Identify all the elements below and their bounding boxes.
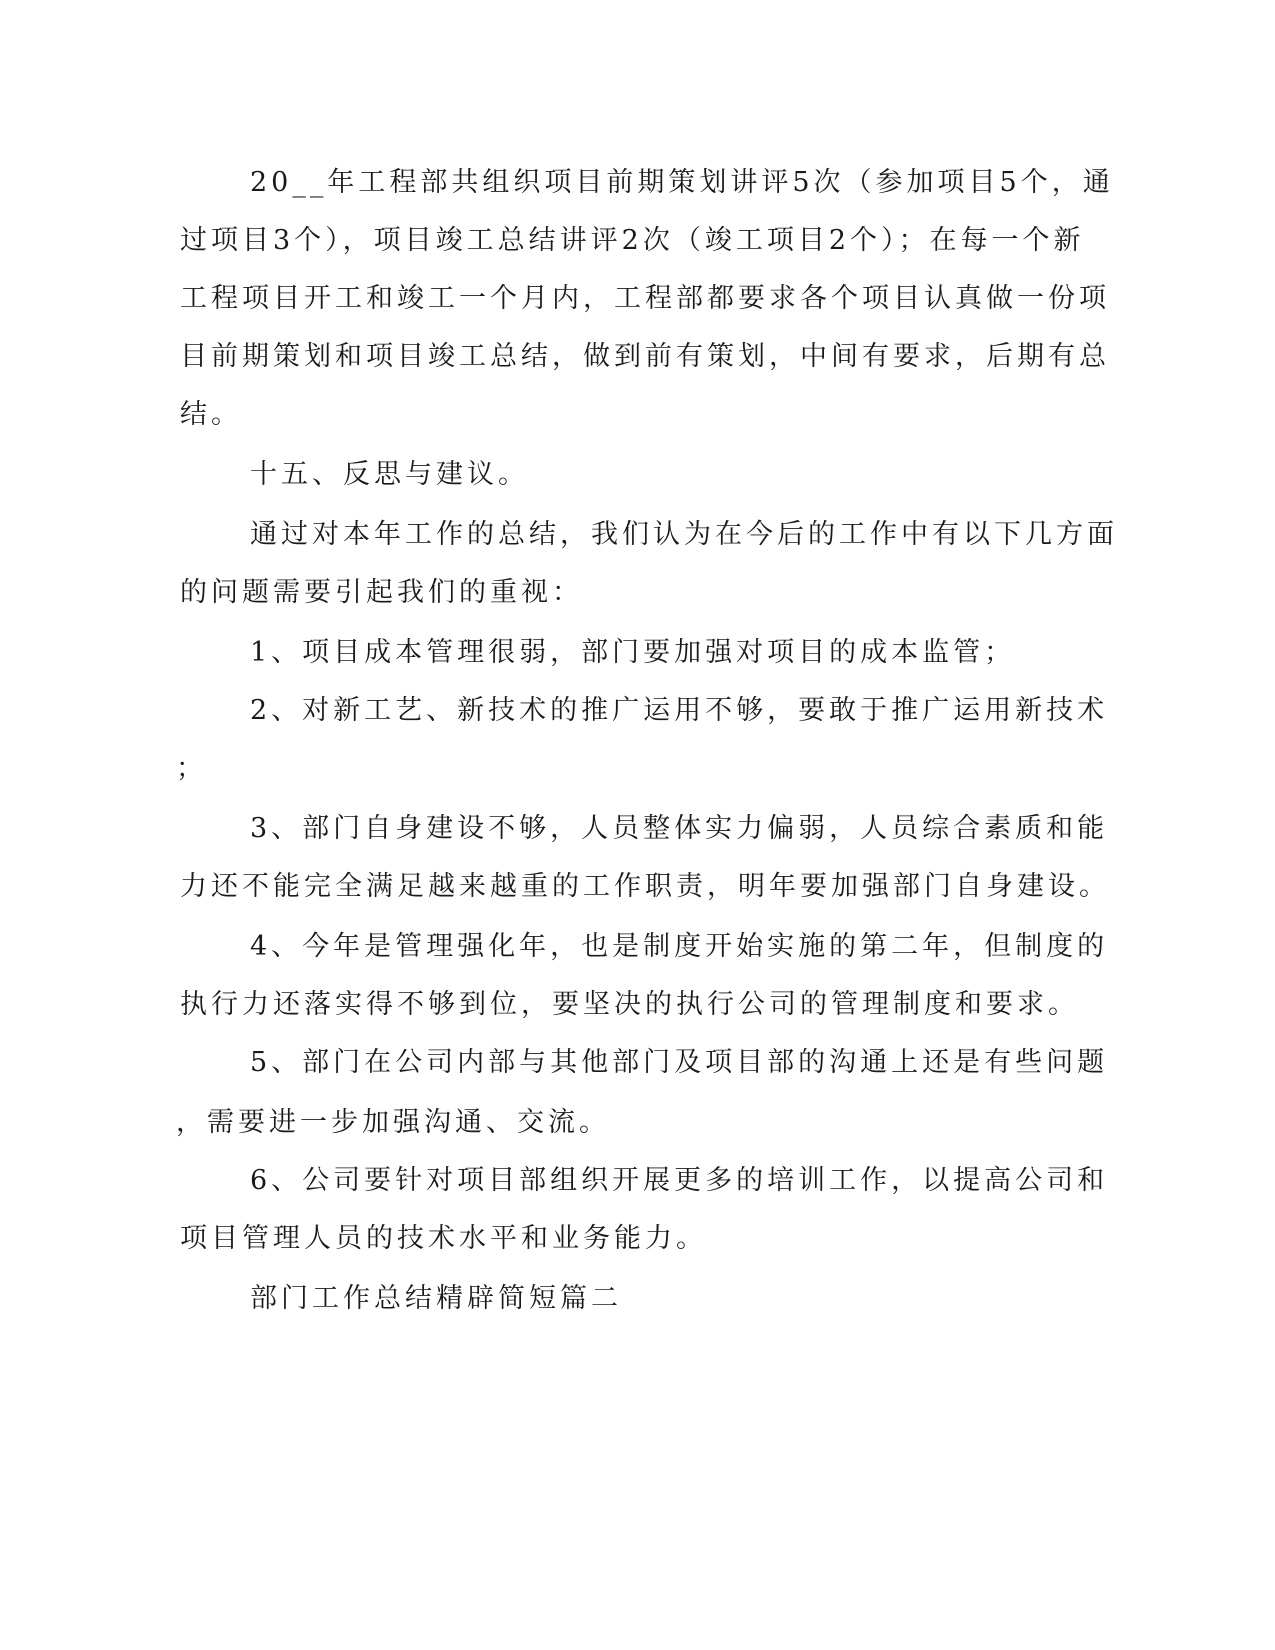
text-line: ； xyxy=(176,753,207,784)
text-line: 结。 xyxy=(180,399,242,430)
list-item: 6、公司要针对项目部组织开展更多的培训工作，以提高公司和 xyxy=(250,1165,1109,1196)
list-item: 5、部门在公司内部与其他部门及项目部的沟通上还是有些问题 xyxy=(250,1047,1109,1078)
text-line: 工程项目开工和竣工一个月内，工程部都要求各个项目认真做一份项 xyxy=(180,283,1110,314)
text-line: 过项目3个），项目竣工总结讲评2次（竣工项目2个）；在每一个新 xyxy=(180,225,1085,256)
section-heading: 十五、反思与建议。 xyxy=(250,459,529,490)
section-heading: 部门工作总结精辟简短篇二 xyxy=(250,1283,622,1314)
text-line: 力还不能完全满足越来越重的工作职责，明年要加强部门自身建设。 xyxy=(180,871,1110,902)
text-line: 20__年工程部共组织项目前期策划讲评5次（参加项目5个，通 xyxy=(250,167,1114,198)
text-line: 执行力还落实得不够到位，要坚决的执行公司的管理制度和要求。 xyxy=(180,989,1079,1020)
list-item: 3、部门自身建设不够，人员整体实力偏弱，人员综合素质和能 xyxy=(250,813,1109,844)
text-line: 目前期策划和项目竣工总结，做到前有策划，中间有要求，后期有总 xyxy=(180,341,1110,372)
text-line: ，需要进一步加强沟通、交流。 xyxy=(176,1107,610,1138)
list-item: 1、项目成本管理很弱，部门要加强对项目的成本监管； xyxy=(250,637,1016,668)
text-line: 项目管理人员的技术水平和业务能力。 xyxy=(180,1223,707,1254)
list-item: 4、今年是管理强化年，也是制度开始实施的第二年，但制度的 xyxy=(250,931,1109,962)
list-item: 2、对新工艺、新技术的推广运用不够，要敢于推广运用新技术 xyxy=(250,695,1109,726)
text-line: 通过对本年工作的总结，我们认为在今后的工作中有以下几方面 xyxy=(250,519,1118,550)
text-line: 的问题需要引起我们的重视： xyxy=(180,577,583,608)
